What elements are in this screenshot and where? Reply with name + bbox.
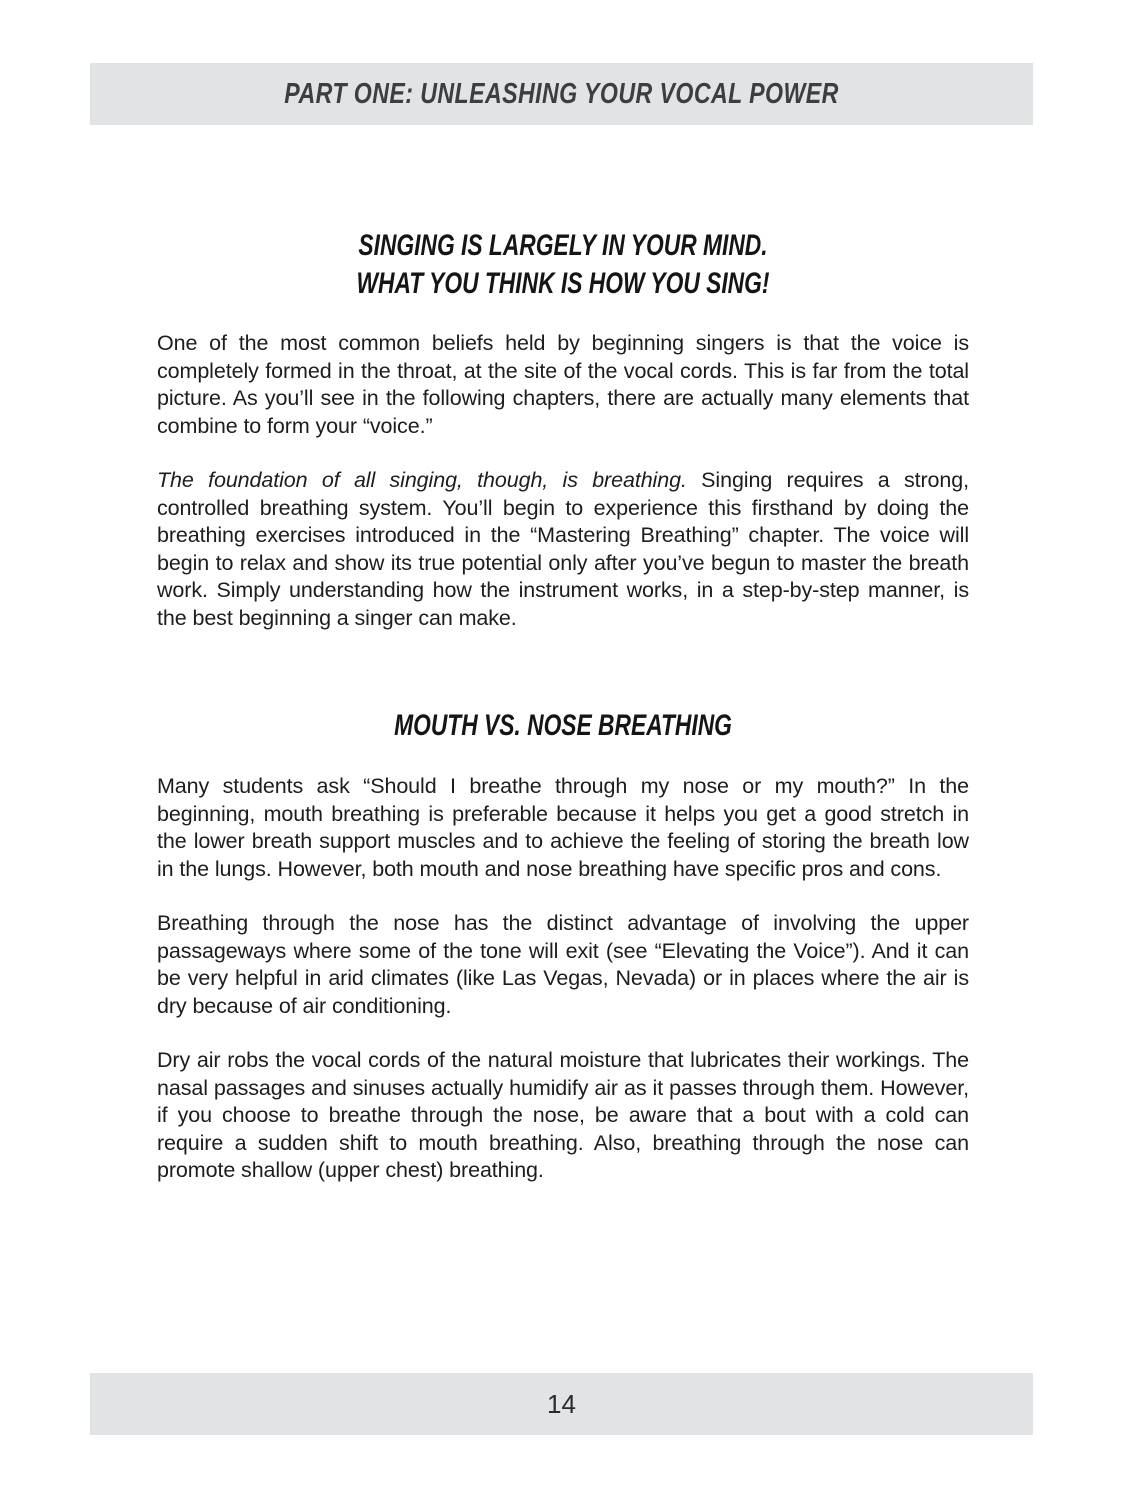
paragraph-foundation-breathing — [157, 467, 969, 632]
part-header-title: PART ONE: UNLEASHING YOUR VOCAL POWER — [284, 77, 839, 110]
paragraph-voice-beliefs: One of the most common beliefs held by beginning singers is that the voice is completely formed in the throat, at the site of the vocal cords. This is far from the total picture. As you’ll see in the following chapters, there are actually many elements that combine to form your “voice.” — [157, 331, 969, 438]
paragraph-mouth-or-nose: Many students ask “Should I breathe through my nose or my mouth?” In the beginning, mouth breathing is preferable because it helps you get a good stretch in the lower breath support muscles and to achieve the feeling of storing the breath low in the lungs. However, both mouth and nose breathing have specific pros and cons. — [157, 774, 969, 881]
page-footer-band — [90, 1373, 1033, 1435]
paragraph-foundation-rest: Singing requires a strong, controlled breathing system. You’ll begin to experience this firsthand by doing the breathing exercises introduced in the “Mastering Breathing” chapter. The voice will begin to relax and show its true potential only after you’ve begun to master the breath work. Simply understanding how the instrument works, in a step-by-step manner, is the best beginning a singer can make. — [157, 468, 969, 630]
paragraph-dry-air: Dry air robs the vocal cords of the natural moisture that lubricates their workings. The nasal passages and sinuses actually humidify air as it passes through them. However, if you choose to breathe through the nose, be aware that a bout with a cold can require a sudden shift to mouth breathing. Also, breathing through the nose can promote shallow (upper chest) breathing. — [157, 1048, 969, 1182]
page-content — [157, 0, 969, 1185]
paragraph-nose-advantage: Breathing through the nose has the distinct advantage of involving the upper passageways where some of the tone will exit (see “Elevating the Voice”). And it can be very helpful in arid climates (like Las Vegas, Nevada) or in places where the air is dry because of air conditioning. — [157, 911, 969, 1018]
section-heading-line: MOUTH VS. NOSE BREATHING — [394, 709, 732, 742]
page-number: 14 — [547, 1388, 576, 1419]
chapter-heading-line2: WHAT YOU THINK IS HOW YOU SING! — [356, 267, 770, 300]
section-heading-mouth-vs-nose — [157, 707, 969, 745]
paragraph-foundation-lead-italic: The foundation of all singing, though, is breathing. — [157, 468, 687, 492]
chapter-heading-line1: SINGING IS LARGELY IN YOUR MIND. — [358, 229, 768, 262]
chapter-heading — [157, 227, 969, 303]
